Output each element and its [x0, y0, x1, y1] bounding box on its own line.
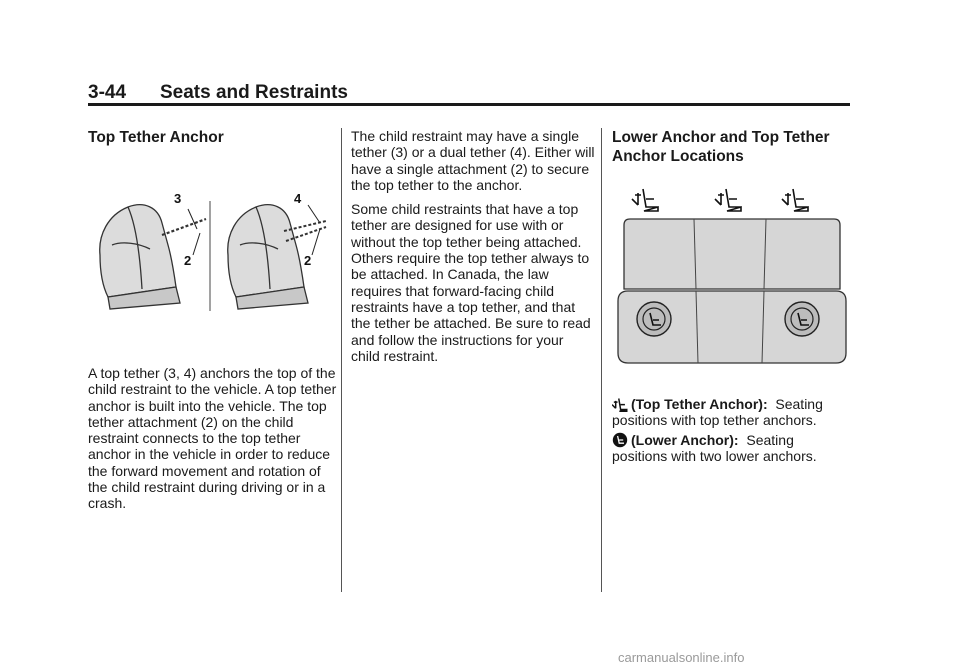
- callout-4: 4: [294, 191, 302, 206]
- callout-line-2a: [193, 233, 200, 255]
- lower-anchor-icon: [612, 432, 628, 448]
- callout-2-right: 2: [304, 253, 312, 268]
- top-tether-paragraph: A top tether (3, 4) anchors the top of the child restraint to the vehicle. A top tether anchor is built into the vehicle. The top tether attachment (2) on the child restraint connects to the top tether anchor in the vehicle in order to reduce the forward movement and rotation of the child restraint during driving or in a crash.: [88, 365, 337, 512]
- tether-type-paragraph: The child restraint may have a single tether (3) or a dual tether (4). Either will have a single attachment (2) to secure the top tether to the anchor.: [351, 128, 595, 193]
- lower-anchor-icon-right: [785, 302, 819, 336]
- legend-top-tether-text: Seating positions with top tether anchors.: [612, 396, 823, 429]
- page-number: 3-44: [88, 82, 127, 103]
- header-rule: [88, 103, 850, 106]
- callout-line-2b: [312, 229, 320, 255]
- legend-top-tether-label: (Top Tether Anchor):: [631, 396, 768, 412]
- top-tether-anchor-icon: [612, 396, 628, 412]
- tether-requirement-paragraph: Some child restraints that have a top tether are designed for use with or without the top tether being attached. Others require the top tether always to be attached. In Canada, the law requires that forward-facing child restraints have a top tether, and that the tether be attached. Be sure to read and follow the instructions for your child restraint.: [351, 201, 591, 364]
- callout-line-3: [188, 209, 197, 229]
- child-seat-tether-illustration: [88, 185, 338, 315]
- lower-anchor-icon-left: [637, 302, 671, 336]
- top-tether-icon-right: [782, 189, 808, 211]
- single-tether-seat: [100, 205, 180, 309]
- legend-lower-anchor: [612, 432, 852, 465]
- column-divider-right: [601, 128, 602, 592]
- callout-2-left: 2: [184, 253, 192, 268]
- top-tether-anchor-heading: Top Tether Anchor: [88, 129, 224, 146]
- top-tether-icon-center: [715, 189, 741, 211]
- seat-back: [624, 219, 840, 289]
- middle-body-text: [351, 128, 596, 372]
- dual-tether-seat: [228, 205, 308, 309]
- legend-lower-anchor-text: Seating positions with two lower anchors.: [612, 432, 817, 465]
- callout-3: 3: [174, 191, 182, 206]
- top-tether-icon-left: [632, 189, 658, 211]
- rear-seat-anchor-diagram: [612, 185, 852, 375]
- anchor-locations-heading: Lower Anchor and Top Tether Anchor Locations: [612, 129, 830, 165]
- watermark: carmanualsonline.info: [618, 650, 745, 665]
- left-body-text: [88, 365, 338, 520]
- legend-top-tether: [612, 396, 852, 429]
- callout-line-4: [308, 205, 320, 223]
- section-title: Seats and Restraints: [160, 82, 348, 103]
- legend-lower-anchor-label: (Lower Anchor):: [631, 432, 739, 448]
- column-divider-left: [341, 128, 342, 592]
- single-tether-strap: [162, 219, 206, 235]
